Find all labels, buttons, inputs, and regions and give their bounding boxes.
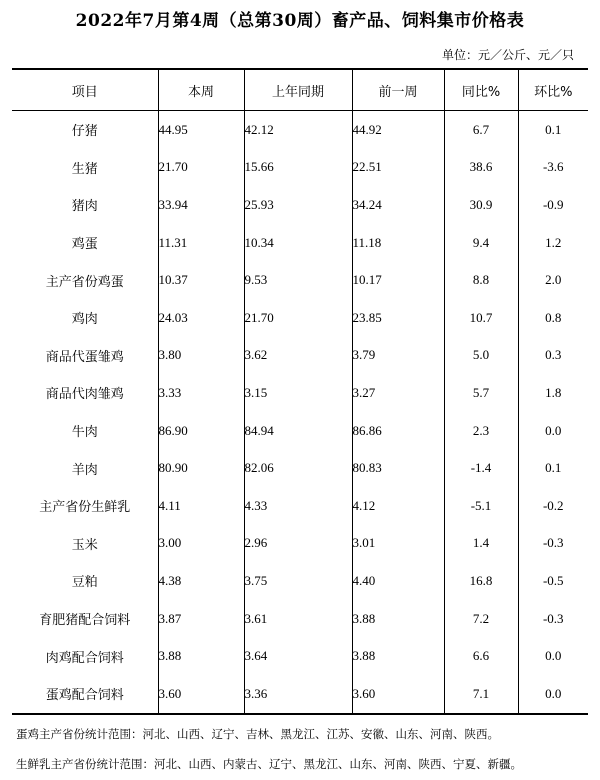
cell-last-year: 2.96: [244, 525, 352, 563]
cell-last-year: 15.66: [244, 149, 352, 187]
cell-prev-week: 3.88: [352, 637, 444, 675]
cell-this-week: 3.87: [158, 600, 244, 638]
cell-this-week: 80.90: [158, 449, 244, 487]
price-table: [12, 68, 588, 715]
cell-this-week: 24.03: [158, 299, 244, 337]
cell-last-year: 9.53: [244, 261, 352, 299]
cell-this-week: 3.60: [158, 675, 244, 714]
cell-mom: 0.1: [518, 111, 588, 149]
cell-yoy: 16.8: [444, 562, 518, 600]
cell-last-year: 10.34: [244, 224, 352, 262]
cell-prev-week: 44.92: [352, 111, 444, 149]
page-title: 2022年7月第4周（总第30周）畜产品、饲料集市价格表: [75, 11, 525, 31]
table-row: [12, 149, 588, 187]
cell-mom: -0.3: [518, 525, 588, 563]
column-header-last-year: 上年同期: [244, 69, 352, 111]
cell-mom: 0.8: [518, 299, 588, 337]
cell-prev-week: 4.12: [352, 487, 444, 525]
cell-yoy: 5.0: [444, 337, 518, 375]
cell-this-week: 4.38: [158, 562, 244, 600]
cell-mom: 1.2: [518, 224, 588, 262]
cell-item: 生猪: [71, 161, 98, 177]
cell-item: 羊肉: [71, 462, 98, 478]
table-body: [12, 111, 588, 714]
cell-item: 猪肉: [71, 199, 98, 215]
table-row: [12, 675, 588, 714]
table-row: [12, 487, 588, 525]
table-row: [12, 449, 588, 487]
table-row: [12, 261, 588, 299]
cell-item: 主产省份生鲜乳: [39, 500, 131, 516]
cell-prev-week: 3.60: [352, 675, 444, 714]
cell-yoy: 7.2: [444, 600, 518, 638]
cell-yoy: 5.7: [444, 374, 518, 412]
cell-mom: 0.0: [518, 412, 588, 450]
cell-prev-week: 11.18: [352, 224, 444, 262]
cell-item: 鸡肉: [71, 312, 98, 328]
cell-this-week: 11.31: [158, 224, 244, 262]
column-header-prev-week: 前一周: [352, 69, 444, 111]
cell-this-week: 3.00: [158, 525, 244, 563]
table-row: [12, 562, 588, 600]
cell-yoy: 6.7: [444, 111, 518, 149]
cell-yoy: 7.1: [444, 675, 518, 714]
cell-yoy: 6.6: [444, 637, 518, 675]
cell-yoy: 1.4: [444, 525, 518, 563]
cell-item: 牛肉: [71, 425, 98, 441]
cell-mom: -0.9: [518, 186, 588, 224]
column-header-mom: 环比%: [518, 69, 588, 111]
table-row: [12, 525, 588, 563]
cell-item: 肉鸡配合饲料: [45, 650, 124, 666]
cell-yoy: 38.6: [444, 149, 518, 187]
cell-yoy: -1.4: [444, 449, 518, 487]
cell-item: 玉米: [71, 537, 98, 553]
cell-this-week: 3.88: [158, 637, 244, 675]
cell-prev-week: 80.83: [352, 449, 444, 487]
cell-last-year: 3.75: [244, 562, 352, 600]
cell-prev-week: 86.86: [352, 412, 444, 450]
cell-last-year: 84.94: [244, 412, 352, 450]
cell-mom: 0.3: [518, 337, 588, 375]
cell-prev-week: 10.17: [352, 261, 444, 299]
cell-yoy: 9.4: [444, 224, 518, 262]
note-egg-provinces: 蛋鸡主产省份统计范围：河北、山西、辽宁、吉林、黑龙江、江苏、安徽、山东、河南、陕西。: [16, 727, 499, 741]
cell-mom: 0.0: [518, 637, 588, 675]
column-header-item: 项目: [12, 69, 158, 111]
cell-yoy: 2.3: [444, 412, 518, 450]
table-row: [12, 224, 588, 262]
cell-yoy: 8.8: [444, 261, 518, 299]
cell-yoy: 30.9: [444, 186, 518, 224]
column-header-yoy: 同比%: [444, 69, 518, 111]
cell-prev-week: 3.88: [352, 600, 444, 638]
cell-this-week: 4.11: [158, 487, 244, 525]
cell-last-year: 25.93: [244, 186, 352, 224]
table-row: [12, 412, 588, 450]
cell-last-year: 4.33: [244, 487, 352, 525]
table-header-row: [12, 69, 588, 111]
table-row: [12, 374, 588, 412]
table-row: [12, 186, 588, 224]
cell-yoy: -5.1: [444, 487, 518, 525]
cell-this-week: 21.70: [158, 149, 244, 187]
cell-mom: 0.1: [518, 449, 588, 487]
cell-last-year: 3.64: [244, 637, 352, 675]
cell-mom: 2.0: [518, 261, 588, 299]
unit-label: 单位：元／公斤、元／只: [441, 48, 574, 62]
cell-last-year: 3.62: [244, 337, 352, 375]
cell-mom: -0.5: [518, 562, 588, 600]
cell-item: 商品代蛋雏鸡: [45, 349, 124, 365]
cell-mom: -0.2: [518, 487, 588, 525]
cell-this-week: 86.90: [158, 412, 244, 450]
cell-last-year: 3.61: [244, 600, 352, 638]
cell-mom: 0.0: [518, 675, 588, 714]
table-row: [12, 600, 588, 638]
cell-last-year: 82.06: [244, 449, 352, 487]
cell-prev-week: 3.01: [352, 525, 444, 563]
cell-item: 豆粕: [71, 575, 98, 591]
cell-last-year: 3.15: [244, 374, 352, 412]
cell-this-week: 3.33: [158, 374, 244, 412]
note-milk-provinces: 生鲜乳主产省份统计范围：河北、山西、内蒙古、辽宁、黑龙江、山东、河南、陕西、宁夏、新疆。: [16, 757, 522, 771]
cell-item: 鸡蛋: [71, 237, 98, 253]
cell-item: 仔猪: [71, 124, 98, 140]
cell-prev-week: 23.85: [352, 299, 444, 337]
table-row: [12, 337, 588, 375]
cell-yoy: 10.7: [444, 299, 518, 337]
cell-mom: -3.6: [518, 149, 588, 187]
cell-this-week: 10.37: [158, 261, 244, 299]
cell-this-week: 33.94: [158, 186, 244, 224]
table-row: [12, 299, 588, 337]
cell-last-year: 21.70: [244, 299, 352, 337]
cell-mom: 1.8: [518, 374, 588, 412]
table-row: [12, 111, 588, 149]
cell-last-year: 3.36: [244, 675, 352, 714]
cell-mom: -0.3: [518, 600, 588, 638]
cell-item: 商品代肉雏鸡: [45, 387, 124, 403]
cell-this-week: 44.95: [158, 111, 244, 149]
cell-prev-week: 3.27: [352, 374, 444, 412]
cell-prev-week: 22.51: [352, 149, 444, 187]
cell-this-week: 3.80: [158, 337, 244, 375]
cell-item: 蛋鸡配合饲料: [12, 675, 158, 714]
cell-last-year: 42.12: [244, 111, 352, 149]
cell-item: 主产省份鸡蛋: [45, 274, 124, 290]
cell-prev-week: 4.40: [352, 562, 444, 600]
cell-item: 育肥猪配合饲料: [39, 613, 131, 629]
table-row: [12, 637, 588, 675]
cell-prev-week: 3.79: [352, 337, 444, 375]
cell-prev-week: 34.24: [352, 186, 444, 224]
column-header-this-week: 本周: [158, 69, 244, 111]
